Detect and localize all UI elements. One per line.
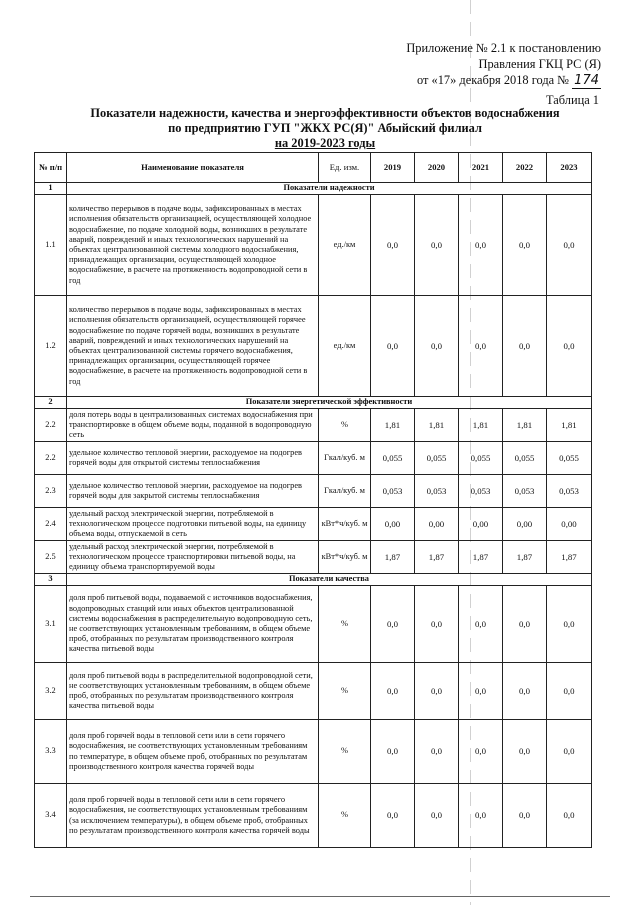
row-value: 0,00 <box>503 508 547 541</box>
row-unit: % <box>319 784 371 848</box>
section-title: Показатели энергетической эффективности <box>67 397 592 409</box>
header-year: 2019 <box>371 153 415 183</box>
row-value: 0,0 <box>415 586 459 663</box>
row-value: 0,0 <box>459 586 503 663</box>
section-num: 1 <box>35 183 67 195</box>
header-name: Наименование показателя <box>67 153 319 183</box>
row-num: 3.2 <box>35 663 67 720</box>
row-name: количество перерывов в подаче воды, зафиксированных в местах исполнения обязательств организацией, осуществляющей горячее водоснабжение по подаче горячей воды, возникших в результате аварий, повреждений и иных технологических нарушений на объектах централизованной системы горячего водоснабжения, принадлежащих организации, осуществляющей горячее водоснабжение, в расчете на протяженность водопроводной сети в год <box>67 296 319 397</box>
section-row <box>35 574 592 586</box>
row-value: 0,0 <box>547 663 592 720</box>
row-value: 1,81 <box>547 409 592 442</box>
row-num: 2.2 <box>35 409 67 442</box>
row-value: 0,0 <box>459 195 503 296</box>
table-row <box>35 409 592 442</box>
table-row <box>35 586 592 663</box>
row-unit: Гкал/куб. м <box>319 475 371 508</box>
appendix-line-1: Приложение № 2.1 к постановлению <box>406 41 601 55</box>
row-value: 0,0 <box>547 296 592 397</box>
row-unit: кВт*ч/куб. м <box>319 508 371 541</box>
row-value: 0,055 <box>503 442 547 475</box>
row-name: доля проб питьевой воды в распределительной водопроводной сети, не соответствующих установленным требованиям, в общем объеме проб, отобранных по результатам производственного контроля качества питьевой воды <box>67 663 319 720</box>
page-bottom-edge <box>30 896 610 897</box>
row-value: 1,87 <box>459 541 503 574</box>
row-unit: % <box>319 720 371 784</box>
table-row <box>35 442 592 475</box>
row-unit: ед./км <box>319 195 371 296</box>
row-num: 2.2 <box>35 442 67 475</box>
table-row <box>35 720 592 784</box>
row-value: 0,0 <box>415 663 459 720</box>
table-row <box>35 784 592 848</box>
indicators-table <box>34 152 592 848</box>
row-value: 0,00 <box>371 508 415 541</box>
appendix-line-3 <box>406 72 601 89</box>
header-year: 2023 <box>547 153 592 183</box>
row-value: 0,00 <box>459 508 503 541</box>
row-unit: ед./км <box>319 296 371 397</box>
row-value: 0,055 <box>547 442 592 475</box>
row-value: 0,0 <box>371 663 415 720</box>
row-value: 0,0 <box>371 296 415 397</box>
row-name: доля проб питьевой воды, подаваемой с источников водоснабжения, водопроводных станций или иных объектов централизованной системы водоснабжения в распределительную водопроводную сеть, не соответствующих установленным требованиям, в общем объеме проб, отобранных по результатам производственного контроля качества питьевой воды <box>67 586 319 663</box>
appendix-line-2: Правления ГКЦ РС (Я) <box>478 57 601 71</box>
row-value: 1,81 <box>371 409 415 442</box>
title-line-1: Показатели надежности, качества и энергоэффективности объектов водоснабжения <box>90 106 560 120</box>
row-value: 0,0 <box>503 784 547 848</box>
row-value: 0,0 <box>547 784 592 848</box>
section-num: 2 <box>35 397 67 409</box>
row-value: 0,0 <box>459 296 503 397</box>
row-value: 0,0 <box>415 296 459 397</box>
row-value: 0,0 <box>503 586 547 663</box>
table-row <box>35 296 592 397</box>
row-num: 3.4 <box>35 784 67 848</box>
row-num: 2.5 <box>35 541 67 574</box>
header-unit: Ед. изм. <box>319 153 371 183</box>
row-unit: % <box>319 663 371 720</box>
row-value: 0,00 <box>547 508 592 541</box>
appendix-date: от «17» декабря 2018 года № <box>416 73 570 87</box>
header-year: 2020 <box>415 153 459 183</box>
row-value: 0,0 <box>459 663 503 720</box>
table-label: Таблица 1 <box>546 93 599 107</box>
section-row <box>35 183 592 195</box>
title-line-3: на 2019-2023 годы <box>274 136 376 150</box>
row-unit: % <box>319 586 371 663</box>
row-value: 0,053 <box>547 475 592 508</box>
row-value: 0,0 <box>415 784 459 848</box>
row-value: 1,81 <box>459 409 503 442</box>
table-row <box>35 541 592 574</box>
row-value: 1,87 <box>415 541 459 574</box>
row-name: удельный расход электрической энергии, потребляемой в технологическом процессе транспортировки питьевой воды, на единицу объема транспортируемой воды <box>67 541 319 574</box>
row-value: 0,0 <box>503 296 547 397</box>
row-name: количество перерывов в подаче воды, зафиксированных в местах исполнения обязательств организацией, осуществляющей холодное водоснабжение, по подаче холодной воды, возникших в результате аварий, повреждений и иных технологических нарушений на объектах централизованной системы холодного водоснабжения, принадлежащих организации, осуществляющей холодное водоснабжение, в расчете на протяженность водопроводной сети в год <box>67 195 319 296</box>
row-unit: кВт*ч/куб. м <box>319 541 371 574</box>
row-value: 0,0 <box>503 720 547 784</box>
row-value: 0,0 <box>547 586 592 663</box>
header-year: 2021 <box>459 153 503 183</box>
row-name: удельное количество тепловой энергии, расходуемое на подогрев горячей воды для открытой системы теплоснабжения <box>67 442 319 475</box>
header-year: 2022 <box>503 153 547 183</box>
handwritten-resolution-number: 174 <box>574 73 599 88</box>
row-value: 0,055 <box>371 442 415 475</box>
row-num: 1.2 <box>35 296 67 397</box>
section-title: Показатели качества <box>67 574 592 586</box>
row-name: доля потерь воды в централизованных системах водоснабжения при транспортировке в общем объеме воды, поданной в водопроводную сеть <box>67 409 319 442</box>
row-value: 1,81 <box>503 409 547 442</box>
table-row <box>35 475 592 508</box>
table-row <box>35 663 592 720</box>
header-num: № п/п <box>35 153 67 183</box>
row-value: 0,0 <box>459 720 503 784</box>
row-name: доля проб горячей воды в тепловой сети или в сети горячего водоснабжения, не соответствующих установленным требованиям по температуре, в общем объеме проб, отобранных по результатам производственного контроля качества горячей воды <box>67 720 319 784</box>
row-value: 0,055 <box>459 442 503 475</box>
row-value: 0,00 <box>415 508 459 541</box>
row-unit: Гкал/куб. м <box>319 442 371 475</box>
row-value: 0,055 <box>415 442 459 475</box>
row-name: удельное количество тепловой энергии, расходуемое на подогрев горячей воды для закрытой системы теплоснабжения <box>67 475 319 508</box>
section-row <box>35 397 592 409</box>
row-value: 0,0 <box>503 663 547 720</box>
row-value: 0,0 <box>503 195 547 296</box>
appendix-header <box>406 40 601 89</box>
section-title: Показатели надежности <box>67 183 592 195</box>
row-value: 0,0 <box>371 586 415 663</box>
row-num: 3.1 <box>35 586 67 663</box>
row-value: 0,0 <box>415 720 459 784</box>
row-value: 1,87 <box>503 541 547 574</box>
document-title <box>40 106 610 151</box>
row-value: 0,053 <box>371 475 415 508</box>
row-num: 2.4 <box>35 508 67 541</box>
title-line-2: по предприятию ГУП "ЖКХ РС(Я)" Абыйский филиал <box>168 121 482 135</box>
row-value: 0,053 <box>415 475 459 508</box>
row-value: 0,053 <box>459 475 503 508</box>
row-value: 0,0 <box>547 720 592 784</box>
row-value: 1,87 <box>547 541 592 574</box>
row-num: 3.3 <box>35 720 67 784</box>
table-row <box>35 195 592 296</box>
row-value: 0,0 <box>371 784 415 848</box>
row-value: 1,87 <box>371 541 415 574</box>
row-name: доля проб горячей воды в тепловой сети или в сети горячего водоснабжения, не соответствующих установленным требованиям (за исключением температуры), в общем объеме проб, отобранных по результатам производственного контроля качества горячей воды <box>67 784 319 848</box>
row-num: 1.1 <box>35 195 67 296</box>
row-value: 0,0 <box>371 195 415 296</box>
row-value: 0,0 <box>547 195 592 296</box>
row-value: 0,053 <box>503 475 547 508</box>
row-name: удельный расход электрической энергии, потребляемой в технологическом процессе подготовки питьевой воды, на единицу объема воды, отпускаемой в сеть <box>67 508 319 541</box>
row-value: 0,0 <box>415 195 459 296</box>
table-row <box>35 508 592 541</box>
row-value: 0,0 <box>371 720 415 784</box>
table-header-row <box>35 153 592 183</box>
row-num: 2.3 <box>35 475 67 508</box>
row-unit: % <box>319 409 371 442</box>
section-num: 3 <box>35 574 67 586</box>
row-value: 0,0 <box>459 784 503 848</box>
row-value: 1,81 <box>415 409 459 442</box>
